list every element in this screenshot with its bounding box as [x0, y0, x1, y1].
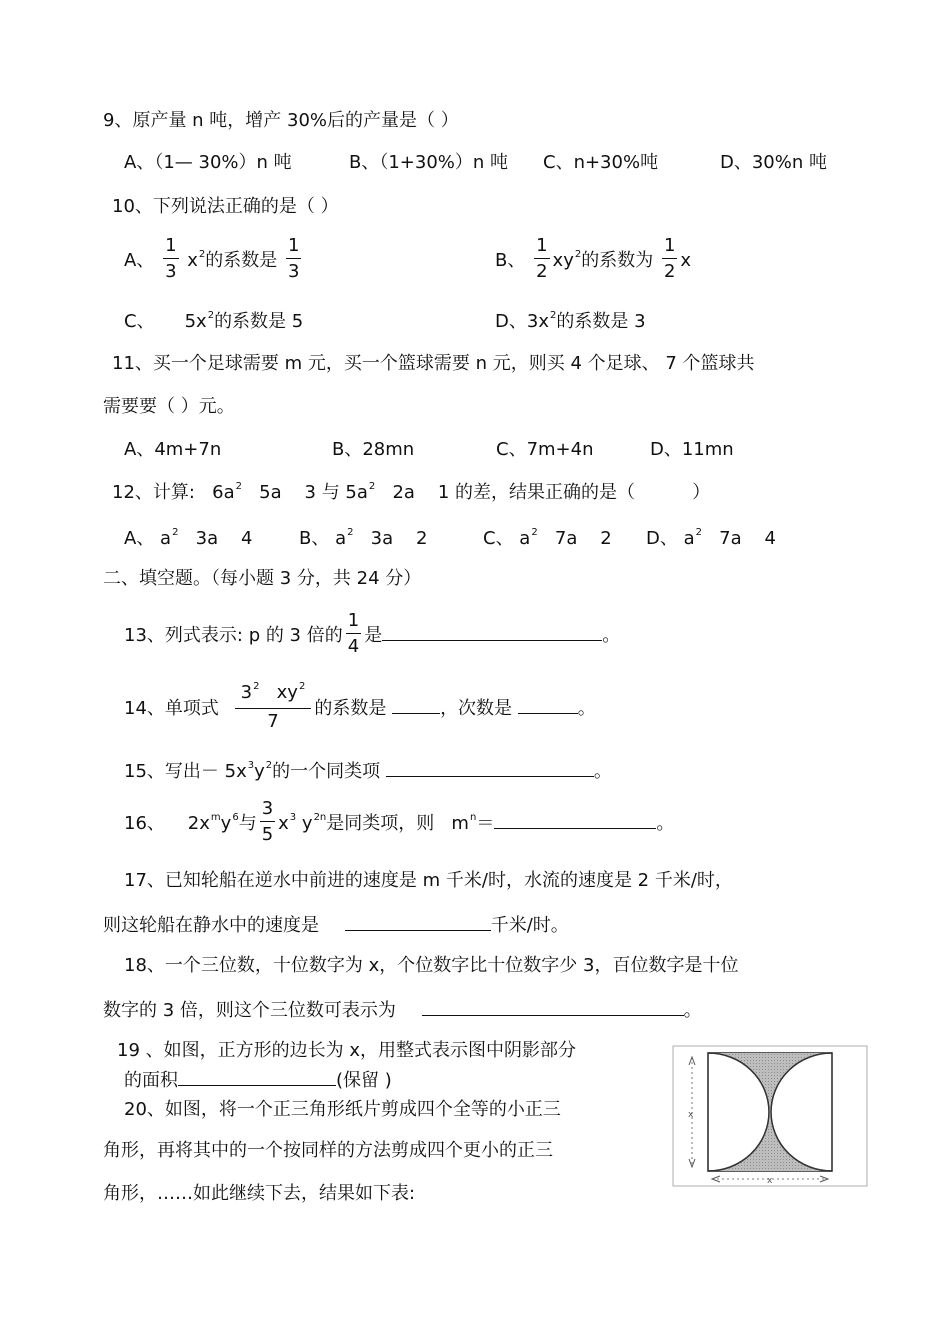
- q19-square-figure: [672, 1045, 868, 1187]
- q16-post: 是同类项，则 m: [326, 813, 469, 834]
- q12-option-a: [124, 528, 252, 553]
- q16: [124, 800, 674, 851]
- q10-b-label: B、: [495, 250, 526, 271]
- q10-b-den: 2: [536, 261, 548, 282]
- q17-line2-post: 千米/时。: [490, 915, 569, 936]
- q12-c-post: 7a 2: [537, 528, 612, 549]
- q17-line1: 17、已知轮船在逆水中前进的速度是 m 千米/时，水流的速度是 2 千米/时，: [124, 870, 733, 891]
- q10-a-den: 3: [165, 261, 177, 282]
- q10-a-rnum: 1: [286, 236, 301, 259]
- q15-exp1: 3: [247, 760, 255, 771]
- q10-a-var: x: [187, 250, 198, 271]
- q16-exp4: 2n: [313, 812, 327, 823]
- q14-fraction: [235, 680, 312, 732]
- q14-mid2: ，次数是: [440, 698, 513, 719]
- q12-b-exp: 2: [347, 527, 354, 538]
- q15-exp2: 2: [265, 760, 273, 771]
- q12-c-exp: 2: [531, 527, 538, 538]
- figure-shaded-top: [708, 1053, 832, 1112]
- q16-pre: 16、 2x: [124, 813, 210, 834]
- q16-exp1: m: [210, 812, 221, 823]
- q14-n1-exp: 2: [253, 680, 260, 692]
- q12-d-exp: 2: [695, 527, 702, 538]
- q14-end: 。: [577, 698, 596, 719]
- q19-answer-blank[interactable]: [178, 1067, 336, 1086]
- q10-b-answer-fraction: [662, 236, 677, 282]
- q13-fraction: [346, 611, 361, 657]
- q19-line2-post: (保留 ): [336, 1070, 392, 1091]
- q12-option-b: [299, 528, 427, 553]
- q12-exp2: 2: [368, 481, 376, 492]
- q12-mid: 5a 3 与 5a: [242, 482, 368, 503]
- q12-c-pre: C、 a: [483, 528, 531, 549]
- q10-b-fraction: [534, 236, 549, 282]
- q16-exp2: 6: [232, 812, 239, 823]
- q13-num: 1: [346, 611, 361, 634]
- q16-fraction: [260, 799, 275, 845]
- q10-c-text: 的系数是 5: [214, 311, 304, 332]
- q20-line3: 角形，……如此继续下去，结果如下表:: [103, 1183, 416, 1204]
- q18-line2: [103, 997, 702, 1022]
- q16-y: y: [220, 813, 232, 834]
- q10-a-text: 的系数是: [205, 250, 278, 271]
- q10-a-answer-fraction: [286, 236, 301, 282]
- q19-line2-pre: 的面积: [124, 1070, 178, 1091]
- q10-d-label: D、: [495, 311, 527, 332]
- q11-option-d: D、11mn: [650, 439, 734, 460]
- q16-num: 3: [260, 799, 275, 822]
- q10-stem: 10、下列说法正确的是（ ）: [112, 196, 339, 217]
- q18-answer-blank[interactable]: [422, 997, 684, 1016]
- q10-d-var: 3x: [526, 311, 549, 332]
- q13-post: 是: [364, 625, 383, 646]
- q12-d-post: 7a 4: [702, 528, 776, 549]
- q19-line1: 19 、如图，正方形的边长为 x，用整式表示图中阴影部分: [117, 1040, 576, 1061]
- q12-a-exp: 2: [172, 527, 179, 538]
- q12-b-pre: B、 a: [299, 528, 347, 549]
- q14: [124, 680, 596, 734]
- q20-line1: 20、如图，将一个正三角形纸片剪成四个全等的小正三: [124, 1099, 561, 1120]
- q15-answer-blank[interactable]: [386, 758, 594, 777]
- q12-b-post: 3a 2: [353, 528, 428, 549]
- q11-option-c: C、7m+4n: [496, 439, 594, 460]
- q16-with: 与: [238, 813, 257, 834]
- q10-b-num: 1: [534, 236, 549, 259]
- q12-exp1: 2: [235, 481, 242, 492]
- q9-option-c: C、n+30%吨: [543, 152, 659, 173]
- q14-den: 7: [267, 710, 279, 732]
- q15-pre: 15、写出－ 5x: [124, 761, 247, 782]
- q11-option-b: B、28mn: [332, 439, 415, 460]
- q12-post: 2a 1 的差，结果正确的是（ ）: [375, 482, 711, 503]
- q13-pre: 13、列式表示: p 的 3 倍的: [124, 625, 343, 646]
- q11-option-a: A、4m+7n: [124, 439, 222, 460]
- q14-mid: 的系数是: [314, 698, 387, 719]
- q10-a-fraction: [163, 236, 178, 282]
- q9-option-b: B、（1+30%）n 吨: [349, 152, 509, 173]
- q16-eq: ＝: [476, 813, 495, 834]
- q10-b-rden: 2: [663, 261, 676, 282]
- q15-end: 。: [593, 761, 612, 782]
- q12-d-pre: D、 a: [646, 528, 695, 549]
- q10-a-num: 1: [163, 236, 178, 259]
- q16-y2: y: [301, 813, 313, 834]
- q13-den: 4: [347, 636, 360, 657]
- q16-answer-blank[interactable]: [494, 810, 656, 829]
- q10-d-text: 的系数是 3: [556, 311, 646, 332]
- q16-end: 。: [656, 813, 675, 834]
- q17-answer-blank[interactable]: [345, 912, 491, 931]
- q10-b-text: 的系数为: [581, 250, 654, 271]
- q18-end: 。: [683, 1000, 702, 1021]
- q12-option-d: [646, 528, 776, 553]
- q17-line2: [103, 912, 569, 937]
- q10-b-exp: 2: [574, 249, 582, 260]
- q16-exp5: n: [469, 812, 477, 823]
- q14-pre: 14、单项式: [124, 698, 219, 719]
- q15-post: 的一个同类项: [272, 761, 381, 782]
- q14-n2: xy: [276, 681, 298, 703]
- q10-option-a: [124, 237, 304, 288]
- q9-option-d: D、30%n 吨: [720, 152, 827, 173]
- section-2-heading: 二、填空题。（每小题 3 分，共 24 分）: [103, 568, 422, 589]
- figure-side-label: x: [688, 1110, 694, 1120]
- q13: [124, 612, 620, 660]
- q12-stem: [112, 482, 710, 507]
- q12-a-post: 3a 4: [178, 528, 253, 549]
- q12-a-pre: A、 a: [124, 528, 172, 549]
- q10-option-b: [495, 237, 691, 288]
- q10-a-exp: 2: [198, 249, 206, 260]
- q10-b-rnum: 1: [662, 236, 677, 259]
- q10-a-rden: 3: [288, 261, 300, 282]
- q10-c-var: 5x: [184, 311, 207, 332]
- q14-coefficient-blank[interactable]: [392, 695, 440, 714]
- q11-line2: 需要要（ ）元。: [103, 396, 235, 417]
- q18-line2-pre: 数字的 3 倍，则这个三位数可表示为: [103, 1000, 396, 1021]
- q12-pre: 12、计算: 6a: [112, 482, 235, 503]
- q15: [124, 758, 612, 786]
- q9-stem: 9、原产量 n 吨，增产 30%后的产量是（ ）: [103, 110, 459, 131]
- q14-numerator: [235, 680, 312, 709]
- q9-option-a: A、（1— 30%）n 吨: [124, 152, 292, 173]
- q10-option-d: [495, 311, 646, 336]
- q18-line1: 18、一个三位数，十位数字为 x，个位数字比十位数字少 3，百位数字是十位: [124, 955, 739, 976]
- q16-x2: x: [278, 813, 289, 834]
- q19-line2: [124, 1067, 392, 1092]
- q10-d-exp: 2: [549, 310, 557, 321]
- q14-n1: 3: [240, 681, 253, 703]
- q14-n2-exp: 2: [298, 680, 306, 692]
- q13-end: 。: [602, 625, 621, 646]
- q12-option-c: [483, 528, 612, 553]
- q17-line2-pre: 则这轮船在静水中的速度是: [103, 915, 319, 936]
- q10-a-label: A、: [124, 250, 155, 271]
- q15-y: y: [254, 761, 265, 782]
- q14-degree-blank[interactable]: [518, 695, 578, 714]
- q10-option-c: [124, 311, 303, 336]
- q16-den: 5: [261, 824, 274, 845]
- figure-shaded-bottom: [708, 1112, 832, 1171]
- q16-exp3: 3: [289, 812, 297, 823]
- q10-b-tail: x: [680, 250, 692, 271]
- figure-bottom-label: x: [767, 1176, 773, 1186]
- q10-c-label: C、: [124, 311, 155, 332]
- q10-c-exp: 2: [207, 310, 215, 321]
- q10-b-var: xy: [552, 250, 574, 271]
- q11-line1: 11、买一个足球需要 m 元，买一个篮球需要 n 元，则买 4 个足球、 7 个篮球共: [112, 353, 755, 374]
- q13-answer-blank[interactable]: [382, 622, 602, 641]
- q20-line2: 角形，再将其中的一个按同样的方法剪成四个更小的正三: [103, 1140, 553, 1161]
